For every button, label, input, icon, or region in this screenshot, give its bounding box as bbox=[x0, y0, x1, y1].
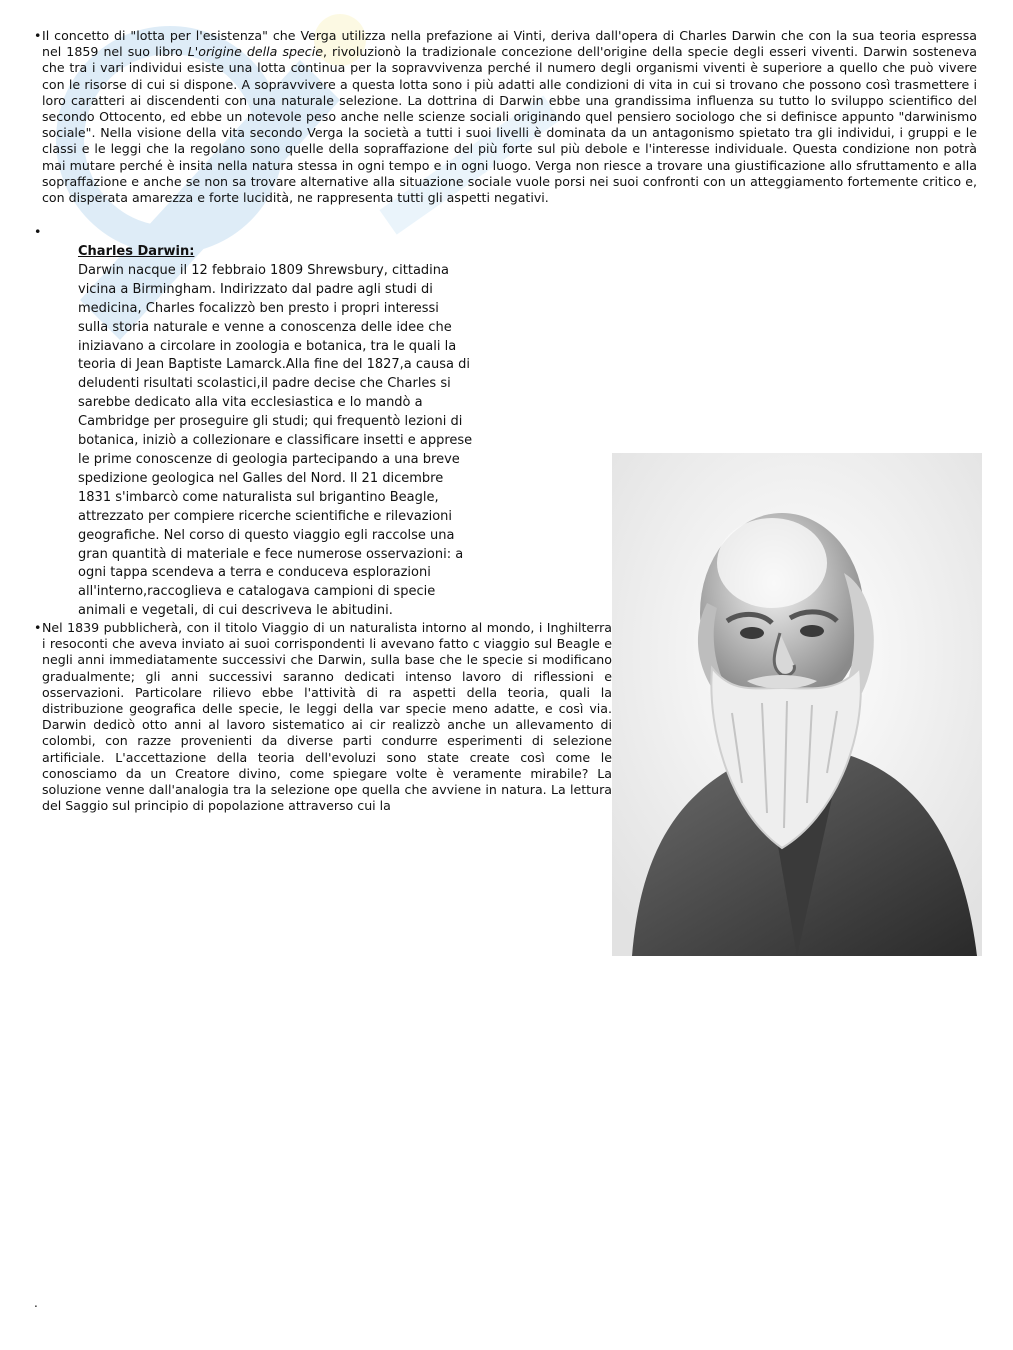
bullet-dot: • bbox=[34, 620, 42, 635]
biography-text: Darwin nacque il 12 febbraio 1809 Shrewsbury, cittadina vicina a Birmingham. Indirizzato dal padre agli studi di medicina, Charles focalizzò ben presto i propri interessi sulla storia naturale e venne a conoscenza delle idee che iniziavano a circolare in zoologia e botanica, tra le quali la teoria di Jean Baptiste Lamarck.Alla fine del 1827,a causa di deludenti risultati scolastici,il padre decise che Charles si sarebbe dedicato alla vita ecclesiastica e lo mandò a Cambridge per proseguire gli studi; qui frequentò lezioni di botanica, iniziò a collezionare e classificare insetti e apprese le prime conoscenze di geologia partecipando a una breve spedizione geologica nel Galles del Nord. Il 21 dicembre 1831 s'imbarcò come naturalista sul brigantino Beagle, attrezzato per compiere ricerche scientifiche e rilevazioni geografiche. Nel corso di questo viaggio egli raccolse una gran quantità di materiale e fece numerose osservazioni: a ogni tappa scendeva a terra e conduceva esplorazioni all'interno,raccoglieva e catalogava campioni di specie animali e vegetali, di cui descriveva le abitudini. bbox=[78, 262, 473, 619]
empty-bullet: • bbox=[34, 224, 42, 239]
bullet-dot: • bbox=[34, 28, 42, 43]
book-title: L'origine della specie bbox=[187, 44, 323, 60]
biography-block bbox=[78, 243, 473, 621]
biography-heading: Charles Darwin: bbox=[78, 244, 195, 259]
paragraph-lotta-esistenza: • Il concetto di "lotta per l'esistenza" che Verga utilizza nella prefazione ai Vinti, deriva dall'opera di Charles Darwin che con la sua teoria espressa nel 1859 nel suo libro L'origine della specie, rivoluzionò la tradizionale concezione dell'origine della specie degli esseri viventi. Darwin sosteneva che tra i vari individui esiste una lotta continua per la sopravvivenza perché il numero degli organismi viventi è superiore a quello che può vivere con le risorse di cui si dispone. A sopravvivere a questa lotta sono i più adatti alle condizioni di vita in cui si trovano che possono così trasmettere i loro caratteri ai discendenti con una naturale selezione. La dottrina di Darwin ebbe una grandissima influenza su tutto lo sviluppo scientifico del secondo Ottocento, ed ebbe un notevole peso anche nelle scienze sociali originando quel pensiero sociologo che si definisce appunto "darwinismo sociale". Nella visione della vita secondo Verga la società a tutti i suoi livelli è dominata da un antagonismo spietato tra gli individui, i gruppi e le classi e le leggi che la regolano sono quelle della sopraffazione del più forte sul più debole e l'interesse individuale. Questa condizione non potrà mai mutare perché è insita nella natura stessa in ogni tempo e in ogni luogo. Verga non riesce a trovare una giustificazione allo sfruttamento e alla sopraffazione e anche se non sa trovare alternative alla situazione sociale vuole porsi nei suoi confronti con un atteggiamento fortemente critico e, con disperata amarezza e forte lucidità, ne rappresenta tutti gli aspetti negativi. bbox=[34, 28, 977, 206]
darwin-portrait-photo bbox=[612, 453, 982, 956]
paragraph-viaggio: • Nel 1839 pubblicherà, con il titolo Viaggio di un naturalista intorno al mondo, i Inghilterra i resoconti che aveva inviato ai suoi corrispondenti li avevano fatto c viaggio sul Beagle e negli anni immediatamente successivi che Darwin, sulla base che le specie si modificano gradualmente; gli anni successivi saranno dedicati intenso lavoro di riflessioni e osservazioni. Particolare rilievo ebbe l'attività di ra aspetti della teoria, quali la distribuzione geografica delle specie, le leggi della var specie meno adatte, e così via. Darwin dedicò otto anni al lavoro sistematico ai cir realizzò anche un allevamento di colombi, con razze provenienti da diverse parti condurre esperimenti di selezione artificiale. L'accettazione della teoria dell'evoluzi sono state create così come le conosciamo da un Creatore divino, come spiegare volte è veramente mirabile? La soluzione venne dall'analogia tra la selezione ope quella che avviene in natura. La lettura del Saggio sul principio di popolazione attraverso cui la bbox=[34, 620, 612, 814]
end-mark: . bbox=[34, 1296, 38, 1310]
